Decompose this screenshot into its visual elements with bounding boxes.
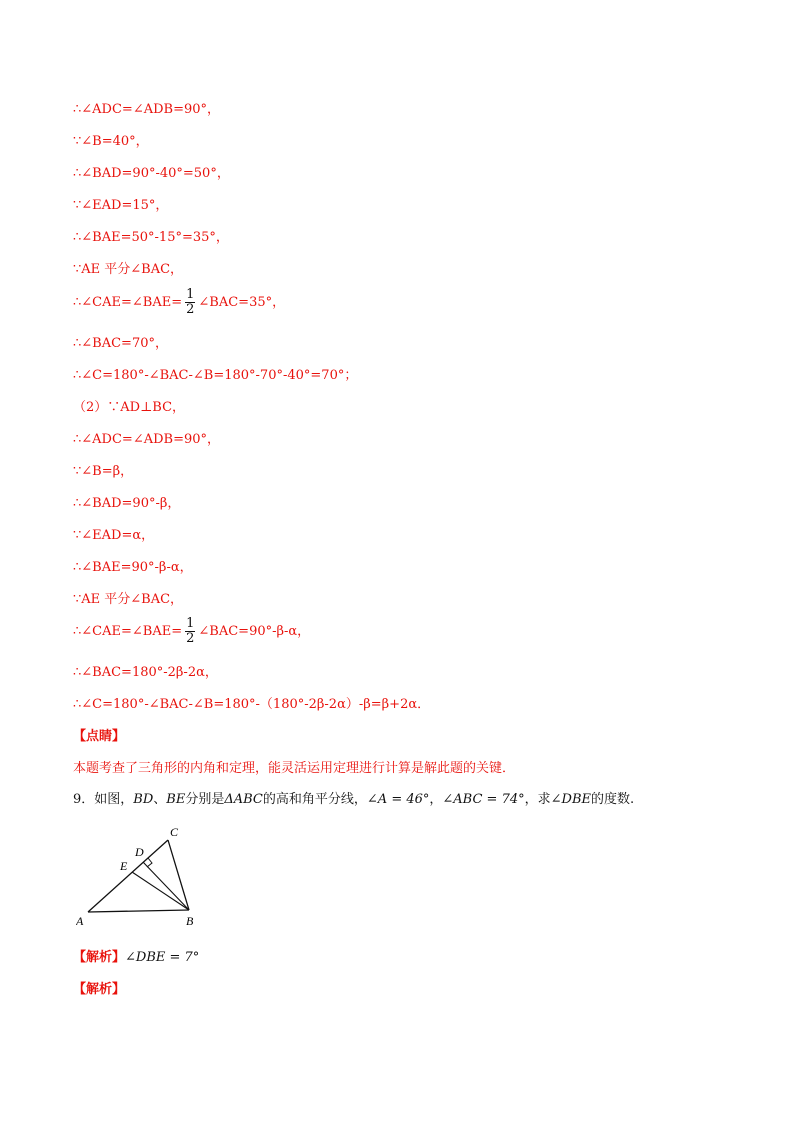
solution-line-9: ∴∠C=180°-∠BAC-∠B=180°-70°-40°=70°； xyxy=(73,368,358,383)
side-ab xyxy=(88,910,189,912)
answer-line xyxy=(73,949,199,967)
bisector-be xyxy=(132,872,189,910)
solution-line-18: ∴∠BAC=180°-2β-2α， xyxy=(73,665,218,680)
answer-value: ∠DBE = 7° xyxy=(125,950,200,965)
fraction-half-2 xyxy=(185,617,195,646)
comma: ， xyxy=(429,792,443,807)
fraction-numerator: 1 xyxy=(186,287,195,302)
label-e: E xyxy=(120,859,128,873)
solution-line-17 xyxy=(73,617,310,646)
solution-line-8: ∴∠BAC=70°， xyxy=(73,336,168,351)
solution-line-13: ∴∠BAD=90°-β， xyxy=(73,496,181,511)
solution-line-19: ∴∠C=180°-∠BAC-∠B=180°-（180°-2β-2α）-β=β+2α． xyxy=(73,697,431,712)
segment-be: BE xyxy=(166,792,186,807)
triangle-figure xyxy=(76,822,206,930)
angle-abc: ∠ABC = 74° xyxy=(442,792,525,807)
solution-line-12: ∵∠B=β， xyxy=(73,464,134,479)
label-d: D xyxy=(135,845,144,859)
dianjing-label: 【点睛】 xyxy=(73,729,126,744)
solution-line-6: ∵AE 平分∠BAC， xyxy=(73,262,184,277)
line-17-right: ∠BAC=90°-β-α， xyxy=(198,624,311,639)
angle-a: ∠A = 46° xyxy=(366,792,430,807)
solution-line-11: ∴∠ADC=∠ADB=90°， xyxy=(73,432,221,447)
solution-line-4: ∵∠EAD=15°， xyxy=(73,198,169,213)
angle-dbe: ∠DBE xyxy=(550,792,592,807)
solution-line-1: ∴∠ADC=∠ADB=90°， xyxy=(73,102,221,117)
solution-line-7 xyxy=(73,288,285,317)
question-text-4: ，求 xyxy=(524,792,551,807)
triangle-abc: ΔABC xyxy=(224,792,263,807)
solution-line-10: （2）∵AD⊥BC， xyxy=(73,400,186,415)
fraction-denominator: 2 xyxy=(186,302,195,317)
right-angle-mark xyxy=(147,858,152,867)
line-17-left: ∴∠CAE=∠BAE= xyxy=(73,624,183,639)
fraction-denominator-2: 2 xyxy=(186,631,195,646)
question-number: 9． xyxy=(73,792,95,807)
fraction-half xyxy=(185,288,195,317)
question-text-2: 分别是 xyxy=(185,792,225,807)
solution-line-5: ∴∠BAE=50°-15°=35°， xyxy=(73,230,229,245)
question-text-1: 如图， xyxy=(94,792,134,807)
dianjing-text: 本题考查了三角形的内角和定理，能灵活运用定理进行计算是解此题的关键． xyxy=(73,761,516,776)
separator: 、 xyxy=(153,792,167,807)
label-c: C xyxy=(170,825,179,839)
question-text-3: 的高和角平分线， xyxy=(262,792,367,807)
line-7-right: ∠BAC=35°， xyxy=(198,295,286,310)
label-a: A xyxy=(76,914,84,928)
solution-line-14: ∵∠EAD=α， xyxy=(73,528,155,543)
question-9 xyxy=(73,791,634,809)
jiexi-label-2: 【解析】 xyxy=(73,982,126,997)
jiexi-label: 【解析】 xyxy=(73,950,126,965)
fraction-numerator-2: 1 xyxy=(186,616,195,631)
segment-bd: BD xyxy=(133,792,154,807)
question-text-5: 的度数. xyxy=(591,792,635,807)
label-b: B xyxy=(186,914,194,928)
solution-line-15: ∴∠BAE=90°-β-α， xyxy=(73,560,193,575)
line-7-left: ∴∠CAE=∠BAE= xyxy=(73,295,183,310)
solution-line-2: ∵∠B=40°， xyxy=(73,134,149,149)
solution-line-16: ∵AE 平分∠BAC， xyxy=(73,592,184,607)
solution-line-3: ∴∠BAD=90°-40°=50°， xyxy=(73,166,230,181)
